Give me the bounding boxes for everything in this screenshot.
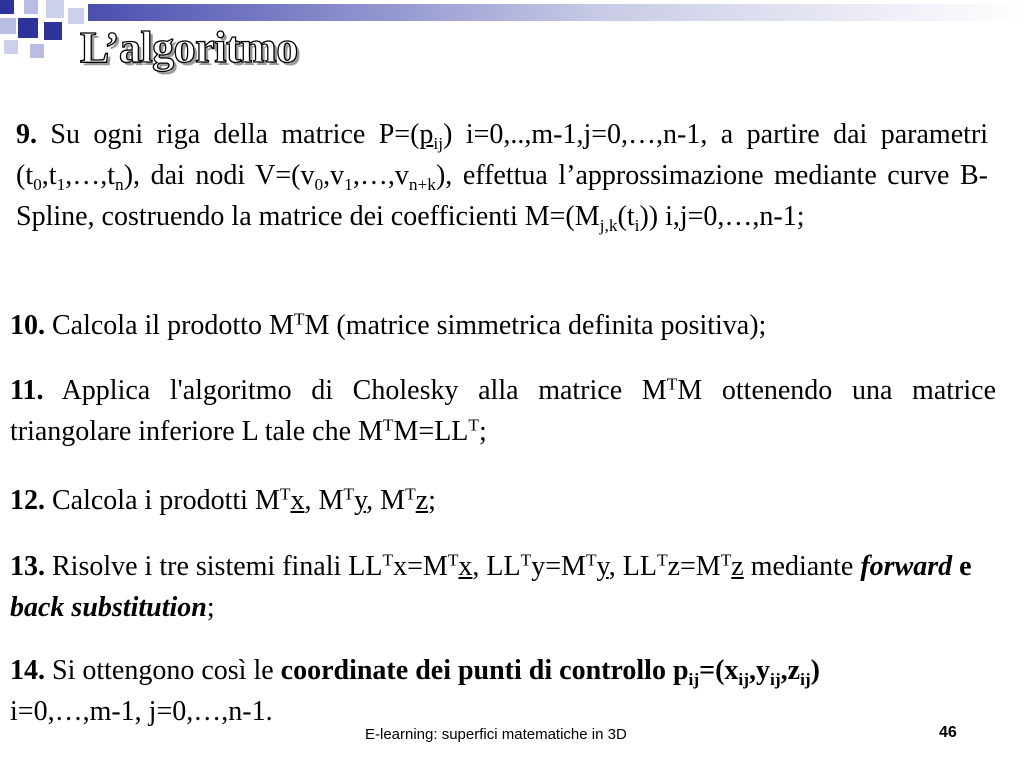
step-number: 11.	[10, 375, 44, 406]
step-14: 14. Si ottengono così le coordinate dei punti di controllo $p_{ij}=(x_{ij},y_{ij},z_{ij})$ i=0,…,m-1, j=0,…,n-1.	[10, 655, 820, 727]
step-number: 14.	[10, 655, 45, 686]
step-number: 13.	[10, 551, 45, 582]
step-number: 9.	[16, 119, 37, 150]
page-number: 46	[939, 724, 957, 741]
step-number: 10.	[10, 310, 45, 341]
slide-footer: E-learning: superfici matematiche in 3D	[365, 726, 627, 743]
step-12: 12. Calcola i prodotti $M^Tx$, $M^Ty$, $M^Tz$;	[10, 484, 436, 516]
step-10: 10. Calcola il prodotto $M^TM$ (matrice simmetrica definita positiva);	[10, 309, 767, 341]
step-11: 11. Applica l'algoritmo di Cholesky alla matrice $M^TM$ ottenendo una matrice triangolare inferiore L tale che $M^TM=LL^T$;	[10, 374, 996, 447]
step-13: 13. Risolve i tre sistemi finali $LL^Tx=M^Tx$, $LL^Ty=M^Ty$, $LL^Tz=M^Tz$ mediante forward e back substitution;	[10, 550, 972, 623]
step-9: 9. Su ogni riga della matrice $P=(p_{ij})$ i=0,..,m-1,j=0,…,n-1, a partire dai parametri $(t_0,t_1,\dots,t_n)$, dai nodi $V=(v_0,v_1,\dots,v_{n+k})$, effettua l’approssimazione mediante curve B-Spline, costruendo la matrice dei coefficienti $M=(M_{j,k}(t_i))$ i,j=0,…,n-1;	[16, 119, 989, 236]
step-number: 12.	[10, 485, 45, 516]
slide-title: L’algoritmo	[80, 23, 298, 72]
